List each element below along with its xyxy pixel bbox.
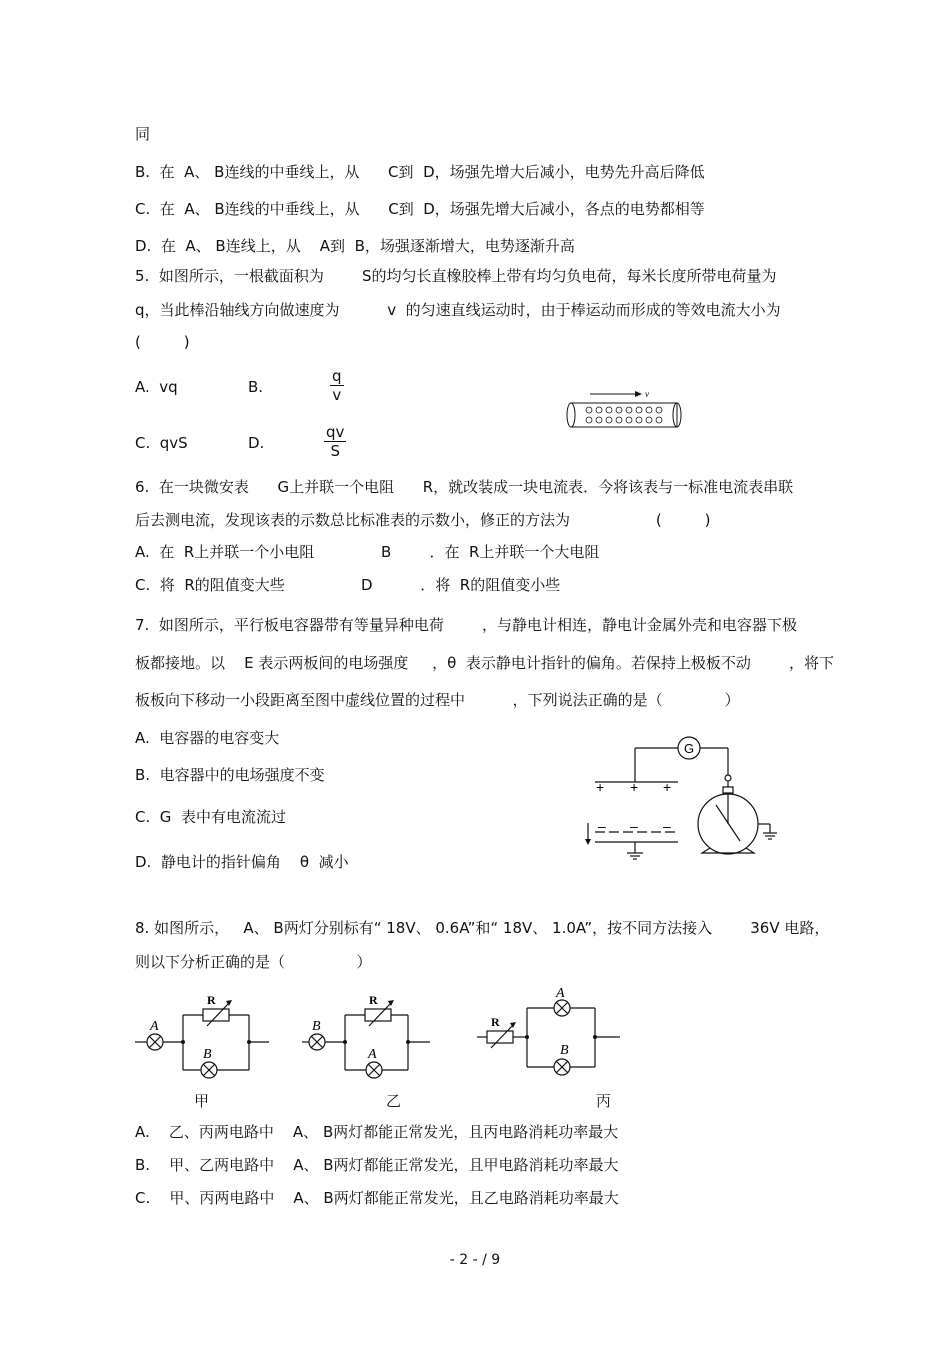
question-7-stem-2: 板都接地。以 E 表示两板间的电场强度 ，θ 表示静电计指针的偏角。若保持上极板不动 ，将下 — [135, 654, 835, 672]
question-8-option-a: A. 乙、丙两电路中 A、 B两灯都能正常发光，且丙电路消耗功率最大 — [135, 1123, 619, 1141]
question-5-stem-1: 5. 如图所示，一根截面积为 S的均匀长直橡胶棒上带有均匀负电荷，每米长度所带电荷量为 — [135, 267, 777, 285]
question-5-option-b-label: B. — [248, 378, 264, 396]
option-c-line: C. 在 A、 B连线的中垂线上，从 C到 D，场强先增大后减小，各点的电势都相等 — [135, 200, 705, 218]
minus-sign: – — [598, 818, 606, 834]
plus-sign: + — [596, 779, 605, 795]
question-7-option-a: A. 电容器的电容变大 — [135, 729, 280, 747]
question-7-option-c: C. G 表中有电流流过 — [135, 808, 286, 826]
resistor-label: R — [207, 993, 216, 1007]
page-number: - 2 - / 9 — [449, 1252, 501, 1268]
minus-sign: – — [663, 818, 671, 834]
question-6-options-ab: A. 在 R上并联一个小电阻 B ．在 R上并联一个大电阻 — [135, 543, 600, 561]
question-5-option-a: A. vq — [135, 378, 178, 396]
question-7-option-b: B. 电容器中的电场强度不变 — [135, 766, 325, 784]
lamp-b-label: B — [560, 1043, 569, 1058]
capacitor-electrometer-figure — [580, 735, 790, 865]
question-8-option-b: B. 甲、乙两电路中 A、 B两灯都能正常发光，且甲电路消耗功率最大 — [135, 1156, 619, 1174]
question-6-stem-1: 6. 在一块微安表 G上并联一个电阻 R，就改装成一块电流表．今将该表与一标准电流表串联 — [135, 478, 794, 496]
question-5-stem-2: q，当此棒沿轴线方向做速度为 v 的匀速直线运动时，由于棒运动而形成的等效电流大小为 — [135, 301, 781, 319]
lamp-a-label: A — [556, 986, 565, 1001]
option-d-line: D. 在 A、 B连线上，从 A到 B，场强逐渐增大，电势逐渐升高 — [135, 237, 575, 255]
question-5-option-d-label: D. — [248, 434, 265, 452]
option-b-line: B. 在 A、 B连线的中垂线上，从 C到 D，场强先增大后减小，电势先升高后降低 — [135, 163, 705, 181]
caption-bing: 丙 — [596, 1092, 612, 1110]
question-5-option-c: C. qvS — [135, 434, 188, 452]
velocity-label: v — [645, 389, 649, 399]
charged-rod-figure — [565, 388, 685, 438]
question-7-stem-3: 板板向下移动一小段距离至图中虚线位置的过程中 ，下列说法正确的是（ ） — [135, 691, 740, 709]
question-8-stem-1: 8. 如图所示， A、 B两灯分别标有“ 18V、 0.6A”和“ 18V、 1.0A”，按不同方法接入 36V 电路， — [135, 919, 830, 937]
question-6-options-cd: C. 将 R的阻值变大些 D ．将 R的阻值变小些 — [135, 576, 561, 594]
circuit-yi-figure — [300, 990, 440, 1080]
question-5-option-d-fraction — [324, 423, 346, 460]
fraction-denominator: v — [330, 385, 344, 404]
galvanometer-label: G — [684, 741, 695, 756]
question-6-stem-2: 后去测电流，发现该表的示数总比标准表的示数小，修正的方法为 ( ) — [135, 511, 711, 529]
resistor-label: R — [369, 993, 378, 1007]
circuit-jia-figure — [133, 990, 273, 1080]
plus-sign: + — [630, 779, 639, 795]
lamp-b-label: B — [203, 1047, 212, 1062]
minus-sign: – — [630, 818, 638, 834]
question-7-option-d: D. 静电计的指针偏角 θ 减小 — [135, 853, 349, 871]
question-5-stem-3: ( ) — [135, 333, 190, 351]
question-8-stem-2: 则以下分析正确的是（ ） — [135, 953, 372, 971]
question-5-option-b-fraction — [330, 367, 344, 404]
resistor-label: R — [491, 1015, 500, 1029]
circuit-bing-figure — [475, 982, 625, 1082]
caption-jia: 甲 — [194, 1092, 210, 1110]
text-line: 同 — [135, 125, 151, 143]
lamp-b-label: B — [312, 1019, 321, 1034]
lamp-a-label: A — [368, 1047, 377, 1062]
question-8-option-c: C. 甲、丙两电路中 A、 B两灯都能正常发光，且乙电路消耗功率最大 — [135, 1189, 619, 1207]
fraction-numerator: q — [332, 367, 342, 385]
plus-sign: + — [663, 779, 672, 795]
question-7-stem-1: 7. 如图所示，平行板电容器带有等量异种电荷 ，与静电计相连，静电计金属外壳和电容器下极 — [135, 616, 797, 634]
lamp-a-label: A — [150, 1019, 159, 1034]
fraction-denominator: S — [324, 441, 346, 460]
fraction-numerator: qv — [326, 423, 345, 441]
caption-yi: 乙 — [386, 1092, 402, 1110]
